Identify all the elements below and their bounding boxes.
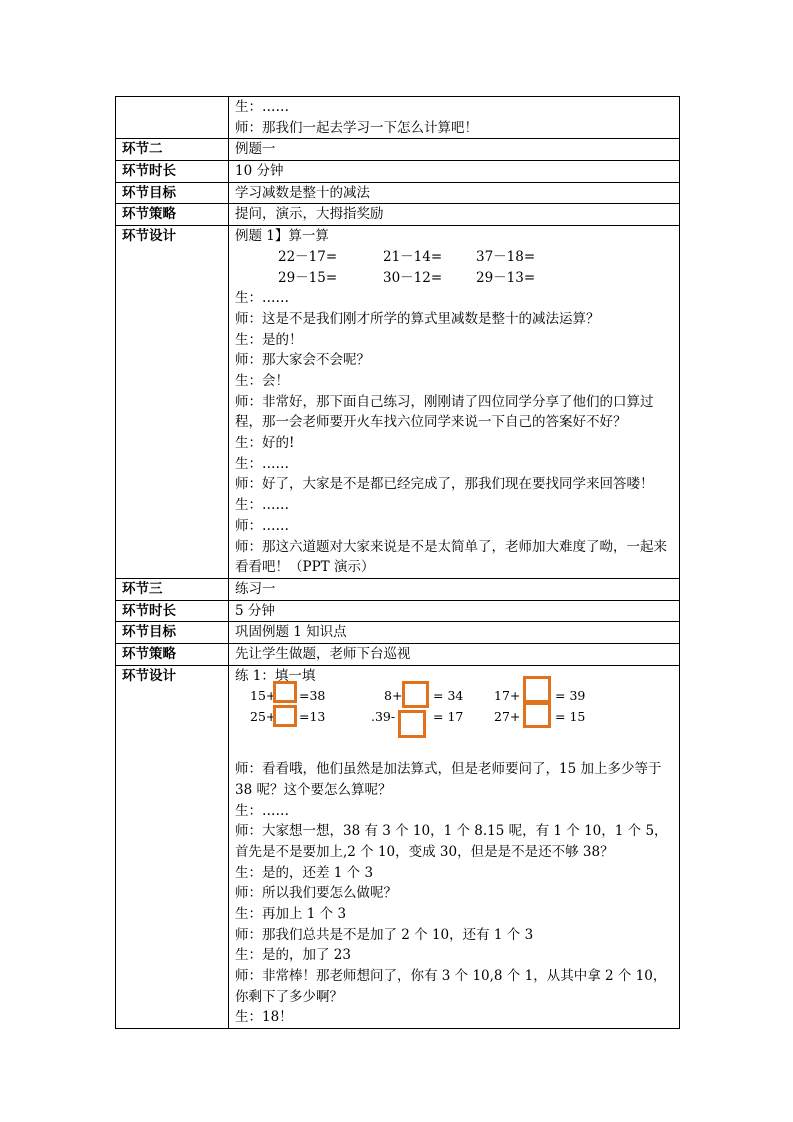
fill-text: = 15 [555, 709, 586, 725]
design-title: 练 1：填一填 [235, 667, 316, 684]
stage-row [116, 578, 680, 600]
fill-text: 8+ [384, 688, 403, 704]
lesson-plan-table [115, 96, 680, 1029]
dialogue-line: 生：是的！ [235, 331, 303, 348]
goal-label: 环节目标 [116, 622, 229, 644]
fill-text: = 17 [433, 709, 464, 725]
fill-text: =13 [299, 709, 326, 725]
empty-label-cell [116, 97, 229, 139]
dialogue-line: 生：…… [235, 455, 289, 472]
fill-text: .39- [371, 709, 396, 725]
equation-row [235, 268, 679, 289]
dialogue-line: 生：…… [235, 802, 289, 819]
strategy-value: 先让学生做题，老师下台巡视 [229, 644, 680, 666]
goal-row [116, 182, 680, 204]
fill-text: = 39 [555, 688, 586, 704]
equation: 37－18= [476, 248, 536, 265]
answer-blank-box[interactable] [523, 676, 551, 703]
goal-row [116, 622, 680, 644]
dialogue-line: 师：所以我们要怎么做呢？ [235, 885, 397, 902]
dialogue-line: 师：那大家会不会呢？ [235, 352, 370, 369]
dialogue-line: 生：…… [235, 497, 289, 514]
strategy-label: 环节策略 [116, 204, 229, 226]
stage-row [116, 139, 680, 161]
design-title: 例题 1】算一算 [235, 228, 329, 245]
duration-value: 5 分钟 [229, 600, 680, 622]
dialogue-line: 师：那这六道题对大家来说是不是太简单了，老师加大难度了呦，一起来看看吧！（PPT 演示） [235, 538, 667, 576]
design-row [116, 665, 680, 1028]
fill-text: =38 [299, 688, 326, 704]
dialogue-line: 师：好了，大家是不是都已经完成了，那我们现在要找同学来回答喽！ [235, 476, 654, 493]
dialogue-line: 师：大家想一想，38 有 3 个 10，1 个 8.15 呢，有 1 个 10，1 个 5，首先是不是要加上,2 个 10，变成 30，但是是不是还不够 38？ [235, 823, 668, 860]
fill-in-blank-exercise [235, 686, 679, 738]
dialogue-line: 师：非常好，那下面自己练习，刚刚请了四位同学分享了他们的口算过程，那一会老师要开火车找六位同学来说一下自己的答案好不好？ [235, 393, 654, 431]
fill-text: 27+ [494, 709, 521, 725]
fill-text: 17+ [494, 688, 521, 704]
dialogue-line: 生：好的! [235, 435, 295, 452]
design-content [229, 665, 680, 1028]
fill-text: 15+ [250, 688, 277, 704]
equation: 21－14= [383, 248, 443, 265]
answer-blank-box[interactable] [402, 681, 429, 708]
design-row [116, 226, 680, 579]
dialogue-line: 生：是的，加了 23 [235, 947, 351, 964]
dialogue-line: 生：18！ [235, 1009, 293, 1026]
fill-text: 25+ [250, 709, 277, 725]
stage-value: 练习一 [229, 578, 680, 600]
duration-label: 环节时长 [116, 161, 229, 183]
goal-label: 环节目标 [116, 182, 229, 204]
stage-label: 环节三 [116, 578, 229, 600]
answer-blank-box[interactable] [273, 681, 297, 703]
equation: 30－12= [383, 269, 443, 286]
equation-row [235, 247, 679, 268]
duration-label: 环节时长 [116, 600, 229, 622]
stage-value: 例题一 [229, 139, 680, 161]
dialogue-line: 生：再加上 1 个 3 [235, 906, 347, 922]
duration-row [116, 600, 680, 622]
dialogue-line: 生：是的，还差 1 个 3 [235, 864, 374, 881]
goal-value: 学习减数是整十的减法 [229, 182, 680, 204]
dialogue-line: 师：看看哦，他们虽然是加法算式，但是老师要问了，15 加上多少等于 38 呢？这个要怎么算呢？ [235, 761, 662, 798]
dialogue-line: 师：那我们一起去学习一下怎么计算吧！ [235, 119, 478, 136]
dialogue-line: 师：…… [235, 517, 289, 534]
answer-blank-box[interactable] [398, 710, 426, 738]
fill-text: = 34 [433, 688, 464, 704]
answer-blank-box[interactable] [273, 705, 297, 727]
dialogue-line: 生：…… [235, 290, 289, 307]
strategy-value: 提问，演示，大拇指奖励 [229, 204, 680, 226]
dialogue-line: 师：那我们总共是不是加了 2 个 10，还有 1 个 3 [235, 926, 534, 943]
strategy-label: 环节策略 [116, 644, 229, 666]
duration-value: 10 分钟 [229, 161, 680, 183]
design-label: 环节设计 [116, 226, 229, 579]
strategy-row [116, 644, 680, 666]
goal-value: 巩固例题 1 知识点 [229, 622, 680, 644]
dialogue-line: 师：非常棒！那老师想问了，你有 3 个 10,8 个 1，从其中拿 2 个 10，你剩下了多少啊？ [235, 968, 667, 1005]
design-label: 环节设计 [116, 665, 229, 1028]
equation: 22－17= [278, 248, 338, 265]
equation: 29－15= [278, 269, 338, 286]
design-content [229, 226, 680, 579]
equation: 29－13= [476, 269, 536, 286]
blank-spacer [235, 738, 679, 759]
strategy-row [116, 204, 680, 226]
continuation-row [116, 97, 680, 139]
answer-blank-box[interactable] [523, 702, 551, 728]
dialogue-line: 生：会！ [235, 373, 289, 389]
continuation-cell [229, 97, 680, 139]
duration-row [116, 161, 680, 183]
dialogue-line: 师：这是不是我们刚才所学的算式里减数是整十的减法运算？ [235, 310, 600, 327]
dialogue-line: 生：…… [235, 99, 289, 115]
stage-label: 环节二 [116, 139, 229, 161]
